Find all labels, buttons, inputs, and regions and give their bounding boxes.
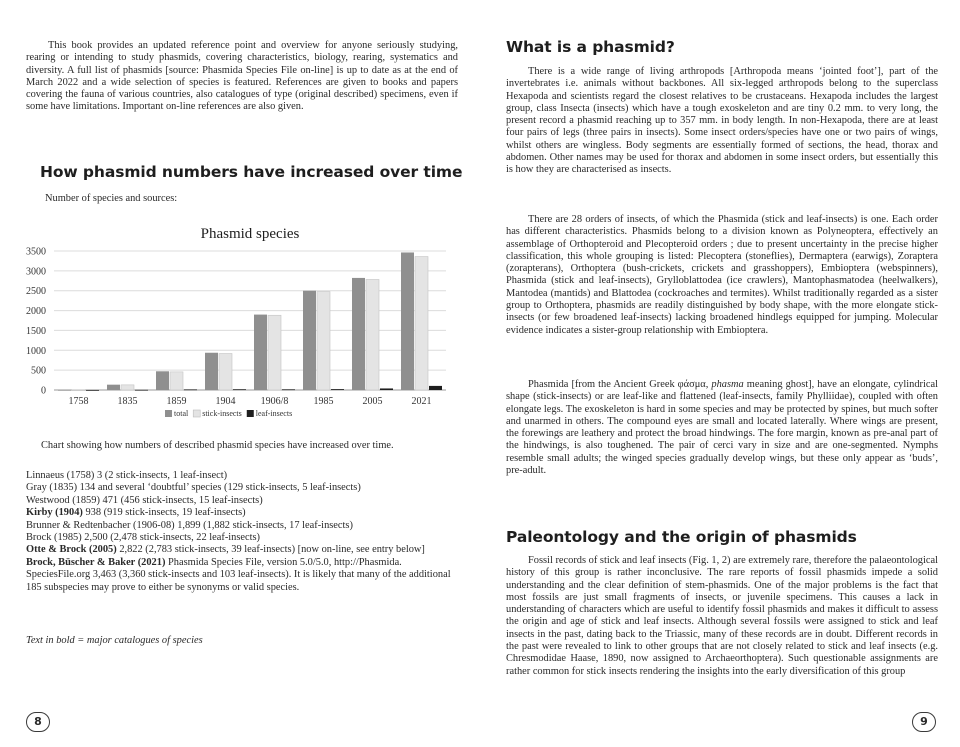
source-entry-text: Brunner & Redtenbacher (1906-08) 1,899 (1,882 stick-insects, 17 leaf-insects) — [26, 519, 353, 531]
bar-total — [107, 385, 120, 390]
chart-title: Phasmid species — [200, 226, 300, 242]
legend-label-total: total — [174, 409, 189, 418]
bar-stick-insects — [366, 279, 379, 390]
source-entry-text: 938 (919 stick-insects, 19 leaf-insects) — [82, 507, 246, 519]
page-number-left: 8 — [26, 712, 50, 732]
chart-intro-text: Number of species and sources: — [45, 193, 178, 204]
source-entry-bold: Brock, Büscher & Baker (2021) — [26, 556, 166, 568]
y-tick-label: 3500 — [26, 246, 46, 258]
source-entry — [26, 507, 458, 519]
bar-total — [205, 353, 218, 390]
y-tick-label: 3000 — [26, 266, 46, 278]
source-entry-text: Gray (1835) 134 and several ‘doubtful’ species (129 stick-insects, 5 leaf-insects) — [26, 482, 361, 494]
source-entry-text: Phasmida Species File, version 5.0/5.0, http://Phasmida. SpeciesFile.org 3,463 (3,360 stick-insects and 103 leaf-insects). It is likely that many of the additional 185 subspecies may prove to either be synonyms or valid species. — [26, 556, 451, 593]
bar-stick-insects — [268, 315, 281, 390]
bar-leaf-insects — [184, 389, 197, 390]
x-tick-label: 2021 — [411, 396, 432, 407]
bar-stick-insects — [121, 385, 134, 390]
bar-leaf-insects — [233, 389, 246, 390]
bar-total — [303, 291, 316, 390]
bar-stick-insects — [317, 292, 330, 390]
what-is-phasmid-heading: What is a phasmid? — [506, 38, 675, 56]
source-entry — [26, 520, 458, 532]
phasmid-species-chart — [22, 216, 452, 431]
sources-list — [26, 470, 458, 594]
bar-leaf-insects — [429, 386, 442, 390]
intro-paragraph: This book provides an updated reference point and overview for anyone seriously studying, rearing or intending to study phasmids, covering characteristics, biology, rearing, systematics and diversity. A full list of phasmids [source: Phasmida Species File on-line] is up to date as at the end of March 2022 and a wide selection of species is featured. References are given to books and papers covering the fauna of various countries, also catalogues of type (original described) specimens, even if some have limitations. Important on-line references are also given. — [26, 40, 458, 113]
legend-swatch-total — [165, 410, 172, 417]
y-tick-label: 1500 — [26, 325, 46, 337]
chart-caption: Chart showing how numbers of described phasmid species have increased over time. — [41, 440, 394, 451]
bar-total — [254, 315, 267, 390]
source-entry-text: Brock (1985) 2,500 (2,478 stick-insects, 22 leaf-insects) — [26, 532, 261, 544]
bar-stick-insects — [170, 372, 183, 390]
legend-swatch-leaf-insects — [247, 410, 254, 417]
x-tick-label: 1835 — [117, 396, 138, 407]
y-tick-label: 2000 — [26, 306, 46, 318]
bar-total — [156, 371, 169, 390]
paleontology-paragraph: Fossil records of stick and leaf insects (Fig. 1, 2) are extremely rare, therefore the palaeontological history of this group is rather inconclusive. The rare reports of fossil phasmids impede a solid understanding and the clear definition of stem-phasmids. One of the major problems is the fact that most fossils are just small fragments of insects, or juvenile specimens. This causes a lack in understanding of characters which are useful to identify fossil phasmids and makes it difficult to assess the origin and age of stick and leaf insects. Although several fossils were assigned to stick and leaf insects in the past, dating back to the Triassic, many of these records are in doubt. Different records in the past were revealed to link to other groups that are not closely related to stick and leaf insects (e.g. Chresmodidae Haase, 1890, now assigned to Archaeorthoptera). Such questionable assignments are rather common for stick insects rendering the insights into the early diversification of this group — [506, 555, 938, 677]
source-entry — [26, 470, 458, 482]
bar-stick-insects — [415, 257, 428, 390]
y-tick-label: 2500 — [26, 286, 46, 298]
source-entry — [26, 544, 458, 556]
right-page — [480, 0, 960, 747]
source-entry-bold: Otte & Brock (2005) — [26, 544, 117, 556]
bar-total — [58, 390, 71, 391]
bar-stick-insects — [72, 390, 85, 391]
x-tick-label: 1985 — [313, 396, 334, 407]
legend-label-leaf-insects: leaf-insects — [255, 409, 293, 418]
chart-section-heading: How phasmid numbers have increased over time — [40, 163, 463, 181]
bar-leaf-insects — [282, 389, 295, 390]
source-entry-text: Westwood (1859) 471 (456 stick-insects, 15 leaf-insects) — [26, 494, 263, 506]
x-tick-label: 1859 — [166, 396, 187, 407]
x-tick-label: 1906/8 — [260, 396, 289, 407]
bar-total — [401, 252, 414, 390]
source-entry-text: Linnaeus (1758) 3 (2 stick-insects, 1 leaf-insect) — [26, 470, 228, 481]
paleontology-heading: Paleontology and the origin of phasmids — [506, 528, 857, 546]
source-entry — [26, 557, 458, 594]
x-tick-label: 2005 — [362, 396, 383, 407]
source-entry — [26, 482, 458, 494]
insect-orders-paragraph: There are 28 orders of insects, of which the Phasmida (stick and leaf-insects) is one. Each order has different characteristics. Phasmids belong to a division known as Polyneoptera, effectively an assemblage of Orthopteroid and Plecopteroid orders ; due to present uncertainty in the precise higher classification, this whole grouping is listed: Plecoptera (stoneflies), Dermaptera (earwigs), Zoraptera (zorapterans), Orthoptera (bush-crickets, crickets and grasshoppers), Embioptera (webspinners), Phasmida (stick and leaf-insects), Grylloblattodea (ice crawlers), Mantophasmatodea (heelwalkers), Mantodea (mantids) and Blattodea (cockroaches and termites). Whilst traditionally regarded as a sister group to Orthoptera, phasmids are readily distinguished by body shape, with the more elongate stick-insects (or few broadened leaf-insects) lacking broadened hindlegs equipped for jumping. Molecular evidence indicates a sister-group relationship with Embioptera. — [506, 214, 938, 336]
source-entry — [26, 532, 458, 544]
bar-leaf-insects — [331, 389, 344, 390]
legend-swatch-stick-insects — [193, 410, 200, 417]
bar-leaf-insects — [380, 388, 393, 390]
source-entry — [26, 495, 458, 507]
y-tick-label: 500 — [31, 365, 46, 377]
bold-note: Text in bold = major catalogues of species — [26, 635, 203, 646]
source-entry-bold: Kirby (1904) — [26, 507, 83, 519]
legend-label-stick-insects: stick-insects — [202, 409, 242, 418]
bar-leaf-insects — [86, 390, 99, 391]
source-entry-text: 2,822 (2,783 stick-insects, 39 leaf-insects) [now on-line, see entry below] — [116, 544, 425, 556]
arthropod-paragraph: There is a wide range of living arthropods [Arthropoda means ‘jointed foot’], part of the invertebrates i.e. animals without backbones. All six-legged arthropods belong to the superclass Hexapoda and scientists regard the closest relatives to be crustaceans. Hexapoda includes the largest group, class Insecta (insects) which have a tough exoskeleton and are tiny 0.2 mm. to very long, the present record a phasmid reaching up to 357 mm. in body length. In non-Hexapoda, there are at least four pairs of legs (three pairs in insects). Some insect orders/species have one or two pairs of wings, whilst others are wingless. Body segments are essentially formed of sections, the head, thorax and abdomen. Other names may be used for thorax and abdomen in some insect orders, but essentially this is how they are characterised as insects. — [506, 66, 938, 176]
bar-leaf-insects — [135, 390, 148, 391]
y-tick-label: 1000 — [26, 345, 46, 357]
bar-stick-insects — [219, 354, 232, 390]
bar-total — [352, 278, 365, 390]
y-tick-label: 0 — [41, 385, 46, 397]
phasmida-description-paragraph: Phasmida [from the Ancient Greek φάσμα, phasma meaning ghost], have an elongate, cylindrical shape (stick-insects) or are leaf-like and flattened (leaf-insects, family Phylliidae), coupled with often elongate legs. The exoskeleton is hard in some species and may be protected by spines, but much softer and unarmed in others. The compound eyes are small and located laterally. Where wings are present, the forewings are leathery and protect the broad hindwings. The fore margin, known as pre-anal part of the hindwings, is also toughened. The pair of cerci vary in size and are one-segmented. Nymphs resemble small adults; the winged species gradually develop wings, but these only appear as ‘buds’, pre-adult. — [506, 379, 938, 477]
x-tick-label: 1904 — [215, 396, 236, 407]
x-tick-label: 1758 — [68, 396, 89, 407]
page-number-right: 9 — [912, 712, 936, 732]
